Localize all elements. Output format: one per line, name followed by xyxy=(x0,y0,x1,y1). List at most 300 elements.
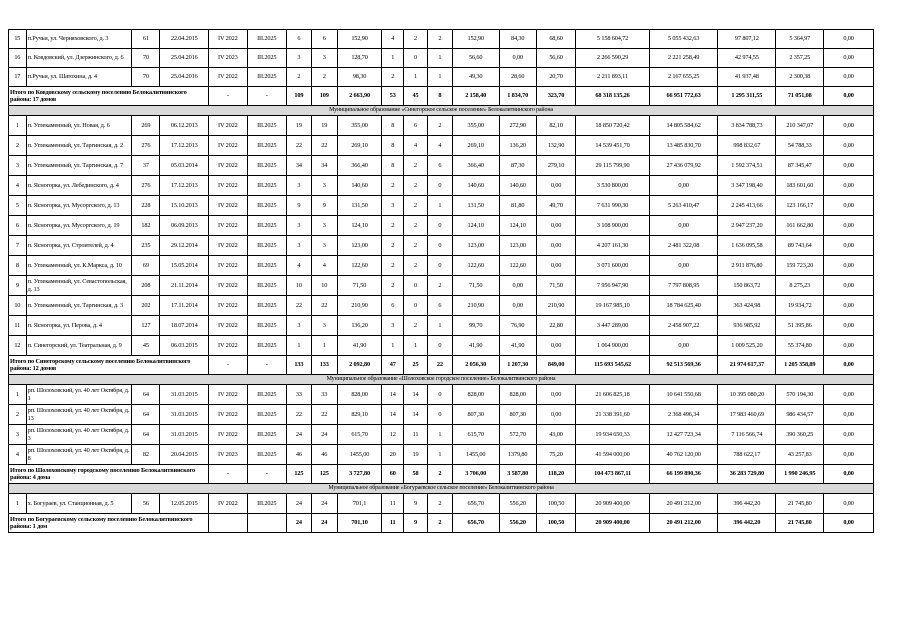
value-cell: 0 xyxy=(427,385,452,405)
value-cell: 98,30 xyxy=(337,68,382,87)
value-cell: 14 xyxy=(404,405,428,425)
value-cell: 75,20 xyxy=(536,445,575,465)
value-cell: 363 424,98 xyxy=(718,296,776,316)
due-period-cell: III.2025 xyxy=(247,336,286,356)
value-cell: 2 xyxy=(404,156,428,176)
value-cell: 123,00 xyxy=(499,236,536,256)
value-cell: 19 xyxy=(311,116,337,136)
value-cell: 2 xyxy=(404,30,428,49)
date-cell: 25.04.2016 xyxy=(160,49,209,68)
total-dash-cell: - xyxy=(247,356,286,375)
value-cell: 272,90 xyxy=(499,116,536,136)
value-cell: 1379,80 xyxy=(499,445,536,465)
date-cell: 21.11.2014 xyxy=(160,276,209,296)
value-cell: 5 158 604,72 xyxy=(576,30,650,49)
value-cell: 159 723,20 xyxy=(776,256,824,276)
total-value-cell: 1 295 311,55 xyxy=(718,87,776,106)
value-cell: 390 360,25 xyxy=(776,425,824,445)
value-cell: 122,60 xyxy=(499,256,536,276)
value-cell: 828,00 xyxy=(452,385,499,405)
total-value-cell: 21 745,80 xyxy=(776,514,824,533)
total-dash-cell xyxy=(209,514,247,533)
address-cell: п. Ковдовский, ул. Дзержинского, д. 6 xyxy=(26,49,132,68)
value-cell: 355,00 xyxy=(452,116,499,136)
value-cell: 7 116 566,74 xyxy=(718,425,776,445)
value-cell: 136,20 xyxy=(337,316,382,336)
total-value-cell: 2 158,40 xyxy=(452,87,499,106)
value-cell: 0,00 xyxy=(824,276,874,296)
due-period-cell: III.2025 xyxy=(247,30,286,49)
section-header: Муниципальное образование «Синегорское сельское поселение» Белокалитвинского района xyxy=(9,106,874,116)
address-cell: п. Ясногорка, ул. Мусоргского, д. 13 xyxy=(26,196,132,216)
value-cell: 152,90 xyxy=(337,30,382,49)
total-value-cell: 1 207,30 xyxy=(499,356,536,375)
value-cell: 29 115 799,90 xyxy=(576,156,650,176)
total-value-cell: 0,00 xyxy=(824,87,874,106)
value-cell: 0 xyxy=(427,405,452,425)
value-cell: 2 xyxy=(404,176,428,196)
value-cell: 0 xyxy=(427,236,452,256)
value-cell: 55 374,80 xyxy=(776,336,824,356)
value-cell: 3 xyxy=(311,176,337,196)
value-cell: 986 434,57 xyxy=(776,405,824,425)
document-number-cell: 64 xyxy=(132,425,160,445)
value-cell: 2 458 907,22 xyxy=(649,316,717,336)
value-cell: 0,00 xyxy=(824,216,874,236)
total-label-cell: Итого по Синегорскому сельскому поселению Белокалитвинского района: 12 домов xyxy=(9,356,209,375)
document-number-cell: 61 xyxy=(132,30,160,49)
total-value-cell: 849,00 xyxy=(536,356,575,375)
value-cell: 829,10 xyxy=(337,405,382,425)
value-cell: 355,00 xyxy=(337,116,382,136)
document-number-cell: 45 xyxy=(132,336,160,356)
value-cell: 3 834 788,73 xyxy=(718,116,776,136)
value-cell: 14 xyxy=(404,385,428,405)
row-number-cell: 1 xyxy=(9,385,27,405)
value-cell: 22,80 xyxy=(536,316,575,336)
value-cell: 4 207 161,30 xyxy=(576,236,650,256)
document-number-cell: 69 xyxy=(132,256,160,276)
value-cell: 1 xyxy=(404,336,428,356)
total-value-cell: 36 283 729,80 xyxy=(718,465,776,484)
total-value-cell: 125 xyxy=(311,465,337,484)
total-value-cell: 100,50 xyxy=(536,514,575,533)
value-cell: 100,50 xyxy=(536,494,575,514)
section-header-row xyxy=(9,484,874,494)
table-row xyxy=(9,296,874,316)
total-value-cell: 53 xyxy=(382,87,404,106)
planned-period-cell: IV 2023 xyxy=(209,49,247,68)
value-cell: 0,00 xyxy=(499,49,536,68)
value-cell: 1 xyxy=(286,336,311,356)
value-cell: 2 xyxy=(382,176,404,196)
row-number-cell: 11 xyxy=(9,316,27,336)
value-cell: 2 xyxy=(382,216,404,236)
planned-period-cell: IV 2022 xyxy=(209,425,247,445)
value-cell: 54 788,33 xyxy=(776,136,824,156)
value-cell: 656,70 xyxy=(452,494,499,514)
value-cell: 2 xyxy=(382,276,404,296)
value-cell: 81,80 xyxy=(499,196,536,216)
value-cell: 1 xyxy=(382,336,404,356)
table-row xyxy=(9,445,874,465)
value-cell: 0 xyxy=(427,256,452,276)
section-header: Муниципальное образование «Богураевское сельское поселение» Белокалитвинского района xyxy=(9,484,874,494)
address-cell: п. Углекаменный, ул. Таргинская, д. 2 xyxy=(26,136,132,156)
document-number-cell: 127 xyxy=(132,316,160,336)
address-cell: п. Ясногорка, ул. Мусоргского, д. 19 xyxy=(26,216,132,236)
value-cell: 71,50 xyxy=(536,276,575,296)
row-number-cell: 2 xyxy=(9,136,27,156)
value-cell: 828,00 xyxy=(337,385,382,405)
document-number-cell: 269 xyxy=(132,116,160,136)
value-cell: 8 xyxy=(382,136,404,156)
document-number-cell: 208 xyxy=(132,276,160,296)
value-cell: 2 481 322,08 xyxy=(649,236,717,256)
planned-period-cell: IV 2022 xyxy=(209,30,247,49)
due-period-cell: III.2025 xyxy=(247,256,286,276)
table-row xyxy=(9,316,874,336)
value-cell: 183 601,60 xyxy=(776,176,824,196)
value-cell: 87 345,47 xyxy=(776,156,824,176)
value-cell: 1 xyxy=(427,316,452,336)
date-cell: 31.03.2015 xyxy=(160,405,209,425)
due-period-cell: III.2025 xyxy=(247,385,286,405)
value-cell: 40 762 120,00 xyxy=(649,445,717,465)
value-cell: 1 xyxy=(427,68,452,87)
value-cell: 2 xyxy=(382,256,404,276)
value-cell: 56,60 xyxy=(536,49,575,68)
value-cell: 3 xyxy=(286,236,311,256)
value-cell: 0,00 xyxy=(649,336,717,356)
value-cell: 41,90 xyxy=(499,336,536,356)
date-cell: 17.12.2013 xyxy=(160,136,209,156)
total-value-cell: 2 056,30 xyxy=(452,356,499,375)
table-row xyxy=(9,196,874,216)
planned-period-cell: IV 2022 xyxy=(209,296,247,316)
table-row xyxy=(9,425,874,445)
total-value-cell: 2 092,80 xyxy=(337,356,382,375)
row-number-cell: 7 xyxy=(9,236,27,256)
total-dash-cell: - xyxy=(209,356,247,375)
value-cell: 2 xyxy=(382,236,404,256)
value-cell: 46 xyxy=(286,445,311,465)
value-cell: 396 442,20 xyxy=(718,494,776,514)
address-cell: п. Ясногорка, ул. Строителей, д. 4 xyxy=(26,236,132,256)
value-cell: 97 807,12 xyxy=(718,30,776,49)
planned-period-cell: IV 2022 xyxy=(209,156,247,176)
value-cell: 1 xyxy=(311,336,337,356)
address-cell: п.Ручьи, ул. Шатохина, д. 4 xyxy=(26,68,132,87)
row-number-cell: 17 xyxy=(9,68,27,87)
planned-period-cell: IV 2022 xyxy=(209,494,247,514)
value-cell: 0 xyxy=(427,216,452,236)
total-value-cell: 323,70 xyxy=(536,87,575,106)
table-row xyxy=(9,256,874,276)
address-cell: п. Углекаменный, ул. Таргинская, д. 7 xyxy=(26,156,132,176)
row-number-cell: 3 xyxy=(9,425,27,445)
value-cell: 82,10 xyxy=(536,116,575,136)
value-cell: 2 266 590,29 xyxy=(576,49,650,68)
value-cell: 20 909 400,00 xyxy=(576,494,650,514)
value-cell: 13 485 830,70 xyxy=(649,136,717,156)
value-cell: 2 167 655,25 xyxy=(649,68,717,87)
total-value-cell: 701,10 xyxy=(337,514,382,533)
table-row xyxy=(9,236,874,256)
value-cell: 2 245 413,66 xyxy=(718,196,776,216)
row-number-cell: 10 xyxy=(9,296,27,316)
document-number-cell: 228 xyxy=(132,196,160,216)
value-cell: 3 xyxy=(286,49,311,68)
value-cell: 2 xyxy=(286,68,311,87)
total-value-cell: 66 951 772,63 xyxy=(649,87,717,106)
value-cell: 12 xyxy=(382,425,404,445)
value-cell: 20 xyxy=(382,445,404,465)
total-value-cell: 45 xyxy=(404,87,428,106)
value-cell: 998 832,67 xyxy=(718,136,776,156)
value-cell: 51 395,86 xyxy=(776,316,824,336)
value-cell: 572,70 xyxy=(499,425,536,445)
table-row xyxy=(9,405,874,425)
planned-period-cell: IV 2022 xyxy=(209,136,247,156)
section-header: Муниципальное образование «Шолоховское городское поселение» Белокалитвинского района xyxy=(9,375,874,385)
date-cell: 17.11.2014 xyxy=(160,296,209,316)
value-cell: 2 947 237,20 xyxy=(718,216,776,236)
date-cell: 18.07.2014 xyxy=(160,316,209,336)
total-value-cell: 133 xyxy=(286,356,311,375)
address-cell: рп. Шолоховский, ул. 40 лет Октября, д. 8 xyxy=(26,445,132,465)
value-cell: 1 xyxy=(382,49,404,68)
planned-period-cell: IV 2022 xyxy=(209,216,247,236)
total-value-cell: 22 xyxy=(427,356,452,375)
total-value-cell: 1 990 246,95 xyxy=(776,465,824,484)
date-cell: 29.12.2014 xyxy=(160,236,209,256)
value-cell: 2 xyxy=(404,216,428,236)
table-row xyxy=(9,68,874,87)
date-cell: 15.10.2013 xyxy=(160,196,209,216)
value-cell: 21 338 391,60 xyxy=(576,405,650,425)
section-header-row xyxy=(9,375,874,385)
value-cell: 56,60 xyxy=(452,49,499,68)
value-cell: 788 622,17 xyxy=(718,445,776,465)
value-cell: 269,10 xyxy=(452,136,499,156)
planned-period-cell: IV 2022 xyxy=(209,68,247,87)
total-value-cell: 0,00 xyxy=(824,465,874,484)
document-number-cell: 276 xyxy=(132,136,160,156)
value-cell: 0,00 xyxy=(824,256,874,276)
date-cell: 25.04.2016 xyxy=(160,68,209,87)
planned-period-cell: IV 2022 xyxy=(209,256,247,276)
due-period-cell: III.2025 xyxy=(247,445,286,465)
total-value-cell: 109 xyxy=(286,87,311,106)
value-cell: 2 300,38 xyxy=(776,68,824,87)
planned-period-cell: IV 2022 xyxy=(209,276,247,296)
document-number-cell: 235 xyxy=(132,236,160,256)
value-cell: 9 xyxy=(404,494,428,514)
value-cell: 4 xyxy=(311,256,337,276)
document-number-cell: 70 xyxy=(132,68,160,87)
value-cell: 122,60 xyxy=(337,256,382,276)
value-cell: 366,40 xyxy=(337,156,382,176)
value-cell: 41,90 xyxy=(452,336,499,356)
value-cell: 6 xyxy=(427,156,452,176)
value-cell: 269,10 xyxy=(337,136,382,156)
document-number-cell: 70 xyxy=(132,49,160,68)
value-cell: 19 934 650,33 xyxy=(576,425,650,445)
value-cell: 22 xyxy=(311,405,337,425)
row-number-cell: 4 xyxy=(9,445,27,465)
value-cell: 14 539 451,70 xyxy=(576,136,650,156)
due-period-cell: III.2025 xyxy=(247,136,286,156)
value-cell: 3 108 900,00 xyxy=(576,216,650,236)
value-cell: 124,10 xyxy=(452,216,499,236)
value-cell: 0 xyxy=(427,176,452,196)
planned-period-cell: IV 2022 xyxy=(209,236,247,256)
address-cell: х. Богураев, ул. Станционная, д. 5 xyxy=(26,494,132,514)
value-cell: 1 064 900,00 xyxy=(576,336,650,356)
document-number-cell: 56 xyxy=(132,494,160,514)
value-cell: 22 xyxy=(311,136,337,156)
total-value-cell: 8 xyxy=(427,87,452,106)
value-cell: 0,00 xyxy=(824,336,874,356)
due-period-cell: III.2025 xyxy=(247,405,286,425)
value-cell: 41 594 000,00 xyxy=(576,445,650,465)
planned-period-cell: IV 2022 xyxy=(209,316,247,336)
value-cell: 140,60 xyxy=(337,176,382,196)
value-cell: 24 xyxy=(286,425,311,445)
value-cell: 6 xyxy=(427,296,452,316)
value-cell: 8 275,23 xyxy=(776,276,824,296)
value-cell: 4 xyxy=(382,30,404,49)
total-value-cell: 1 205 358,89 xyxy=(776,356,824,375)
total-value-cell: 396 442,20 xyxy=(718,514,776,533)
value-cell: 0,00 xyxy=(824,156,874,176)
value-cell: 0,00 xyxy=(649,176,717,196)
value-cell: 49,70 xyxy=(536,196,575,216)
value-cell: 1 592 374,51 xyxy=(718,156,776,176)
value-cell: 0 xyxy=(404,276,428,296)
table-row xyxy=(9,156,874,176)
total-value-cell: 3 706,00 xyxy=(452,465,499,484)
value-cell: 701,1 xyxy=(337,494,382,514)
total-value-cell: 60 xyxy=(382,465,404,484)
value-cell: 71,50 xyxy=(337,276,382,296)
value-cell: 3 071 600,00 xyxy=(576,256,650,276)
total-value-cell: 71 051,08 xyxy=(776,87,824,106)
total-value-cell: 556,20 xyxy=(499,514,536,533)
total-row xyxy=(9,514,874,533)
value-cell: 124,10 xyxy=(499,216,536,236)
total-value-cell: 58 xyxy=(404,465,428,484)
value-cell: 3 530 800,00 xyxy=(576,176,650,196)
value-cell: 5 055 432,63 xyxy=(649,30,717,49)
value-cell: 807,30 xyxy=(452,405,499,425)
value-cell: 366,40 xyxy=(452,156,499,176)
value-cell: 150 863,72 xyxy=(718,276,776,296)
value-cell: 123,00 xyxy=(337,236,382,256)
row-number-cell: 9 xyxy=(9,276,27,296)
total-value-cell: 24 xyxy=(286,514,311,533)
value-cell: 3 xyxy=(382,316,404,336)
total-value-cell: 92 513 569,36 xyxy=(649,356,717,375)
value-cell: 10 395 080,20 xyxy=(718,385,776,405)
address-cell: рп. Шолоховский, ул. 40 лет Октября, д. 3 xyxy=(26,425,132,445)
total-value-cell: 109 xyxy=(311,87,337,106)
value-cell: 10 xyxy=(286,276,311,296)
total-dash-cell: - xyxy=(247,87,286,106)
due-period-cell: III.2025 xyxy=(247,156,286,176)
value-cell: 152,90 xyxy=(452,30,499,49)
value-cell: 4 xyxy=(404,136,428,156)
value-cell: 46 xyxy=(311,445,337,465)
value-cell: 19 xyxy=(286,116,311,136)
row-number-cell: 2 xyxy=(9,405,27,425)
value-cell: 2 368 496,34 xyxy=(649,405,717,425)
due-period-cell: III.2025 xyxy=(247,216,286,236)
value-cell: 0,00 xyxy=(536,216,575,236)
value-cell: 0,00 xyxy=(824,136,874,156)
value-cell: 0,00 xyxy=(649,216,717,236)
row-number-cell: 16 xyxy=(9,49,27,68)
value-cell: 131,50 xyxy=(452,196,499,216)
value-cell: 1 xyxy=(404,68,428,87)
value-cell: 43,00 xyxy=(536,425,575,445)
total-value-cell: 9 xyxy=(404,514,428,533)
table-row xyxy=(9,494,874,514)
table-row xyxy=(9,116,874,136)
value-cell: 41,90 xyxy=(337,336,382,356)
value-cell: 3 xyxy=(311,236,337,256)
value-cell: 3 xyxy=(311,49,337,68)
value-cell: 210,90 xyxy=(536,296,575,316)
value-cell: 43 257,83 xyxy=(776,445,824,465)
value-cell: 3 xyxy=(311,216,337,236)
value-cell: 21 606 825,18 xyxy=(576,385,650,405)
value-cell: 4 xyxy=(427,136,452,156)
value-cell: 11 xyxy=(404,425,428,445)
value-cell: 1 xyxy=(427,425,452,445)
value-cell: 28,60 xyxy=(499,68,536,87)
value-cell: 34 xyxy=(311,156,337,176)
value-cell: 131,50 xyxy=(337,196,382,216)
value-cell: 2 xyxy=(404,256,428,276)
table-body xyxy=(9,30,874,533)
total-value-cell: 1 834,70 xyxy=(499,87,536,106)
table-row xyxy=(9,216,874,236)
value-cell: 123,00 xyxy=(452,236,499,256)
value-cell: 570 194,30 xyxy=(776,385,824,405)
value-cell: 14 xyxy=(382,385,404,405)
register-sheet xyxy=(8,29,874,533)
value-cell: 2 211 893,11 xyxy=(576,68,650,87)
value-cell: 0,00 xyxy=(649,256,717,276)
value-cell: 14 805 584,62 xyxy=(649,116,717,136)
value-cell: 11 xyxy=(382,494,404,514)
total-dash-cell: - xyxy=(247,465,286,484)
total-label-cell: Итого по Богураевскому сельскому поселению Белокалитвинского района: 1 дом xyxy=(9,514,209,533)
due-period-cell: III.2025 xyxy=(247,236,286,256)
value-cell: 2 911 876,80 xyxy=(718,256,776,276)
value-cell: 0,00 xyxy=(824,176,874,196)
row-number-cell: 1 xyxy=(9,494,27,514)
planned-period-cell: IV 2022 xyxy=(209,116,247,136)
address-cell: п. Синегорский, ул. Театральная, д. 9 xyxy=(26,336,132,356)
value-cell: 2 357,25 xyxy=(776,49,824,68)
value-cell: 1455,00 xyxy=(452,445,499,465)
address-cell: п.Ручьи, ул. Черняховского, д. 3 xyxy=(26,30,132,49)
document-number-cell: 64 xyxy=(132,405,160,425)
value-cell: 2 xyxy=(427,30,452,49)
